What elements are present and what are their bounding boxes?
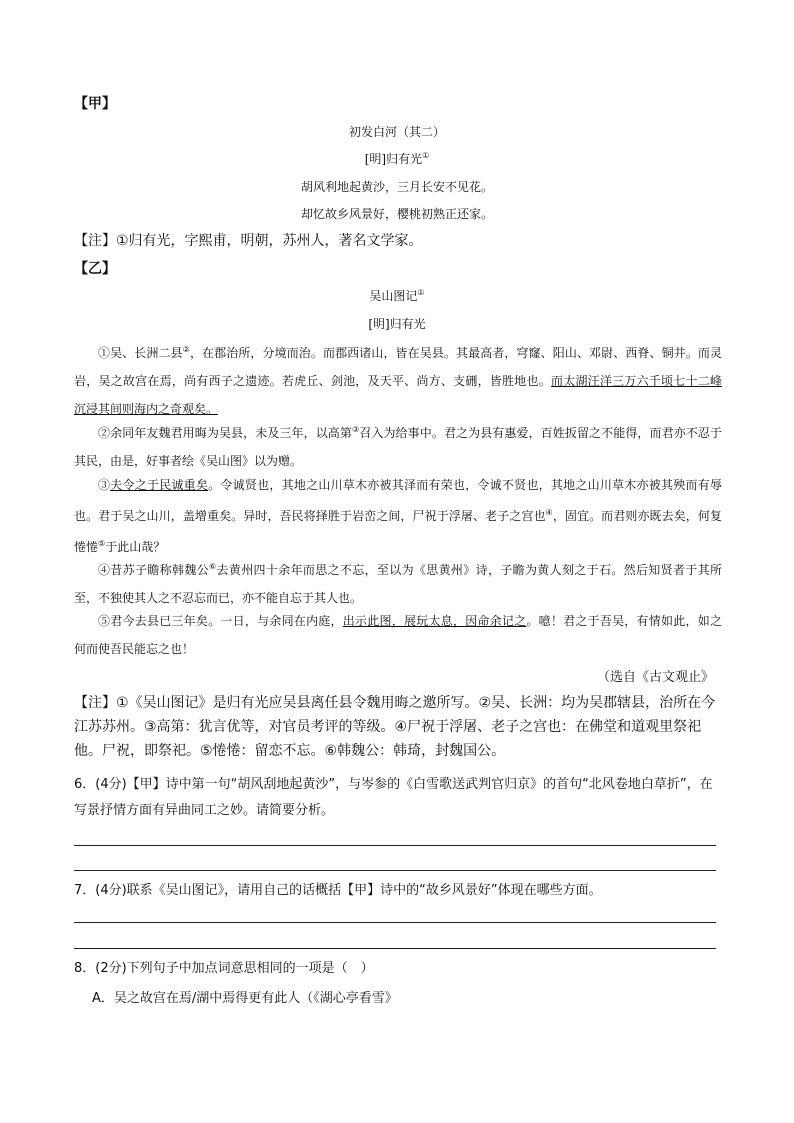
p3-num: ③ xyxy=(98,478,111,492)
p2-mark: ③ xyxy=(351,425,360,434)
p3-mark: ④ xyxy=(545,508,553,517)
p4-text-a: ④昔苏子瞻称韩魏公 xyxy=(98,563,210,577)
answer-line-6b[interactable] xyxy=(74,870,716,871)
question-6: 6．(4分)【甲】诗中第一句“胡风刮地起黄沙”，与岑参的《白雪歌送武判官归京》的首句“北风卷地白草折”，在写景抒情方面有异曲同工之妙。请简要分析。 xyxy=(74,777,713,818)
p2-text-a: ②余同年友魏君用晦为吴县，未及三年，以高第 xyxy=(98,426,352,440)
p1-text-b: ，在郡治所，分境而治。而郡西诸山，皆在吴县。其最高者，穹窿、阳山、邓尉、西脊、铜井。而灵岩，吴之故宫在焉，尚有西子之遗迹。若虎丘、剑池，及天平、尚方、支硎，皆胜地也。 xyxy=(74,346,723,388)
p4-text-b: 去黄州四十余年而思之不忘，至以为《思黄州》诗，子瞻为黄人刻之于石。然后知贤者于其所至，不独使其人之不忍忘而已，亦不能自忘于其人也。 xyxy=(74,563,722,605)
p5-text-a: ⑤君今去县已三年矣。一日，与余同在内庭， xyxy=(98,614,343,628)
p5-text-b: 。噫！君之于吾吴，有情如此，如之何而使吾民能忘之也！ xyxy=(74,614,722,656)
p3-mark-2: ⑤ xyxy=(98,539,106,548)
p3-underlined-sentence: 夫令之于民诚重矣 xyxy=(110,478,209,492)
poem-author-mark: ① xyxy=(422,151,430,160)
p3-text-c: ，固宜。而君则亦既去矣，何复惓惓 xyxy=(74,509,722,554)
p2-text-b: 召入为给事中。君之为县有惠爱，百姓扳留之不能得，而君亦不忍于其民，由是，好事者绘《吴山图》以为赠。 xyxy=(74,426,722,468)
essay-paragraph-3 xyxy=(74,471,722,561)
p5-underlined-sentence: 出示此图，展玩太息，因命余记之 xyxy=(342,614,527,628)
section-yi-label: 【乙】 xyxy=(74,261,116,277)
question-8-option-a[interactable]: A．吴之故宫在焉/湖中焉得更有此人（《湖心亭看雪》 xyxy=(92,991,398,1006)
p3-text-d: 于此山哉？ xyxy=(105,540,166,554)
poem-line-2: 却忆故乡风景好，樱桃初熟正还家。 xyxy=(300,207,493,221)
question-8: 8．(2分)下列句子中加点词意思相同的一项是（ ） xyxy=(74,961,374,976)
essay-title-mark: ① xyxy=(417,288,425,297)
answer-line-6a[interactable] xyxy=(74,845,716,846)
p1-underlined-sentence: 而太湖汪洋三万六千顷七十二峰沉浸其间则海内之奇观矣。 xyxy=(74,374,722,416)
essay-author: [明]归有光 xyxy=(368,317,426,331)
essay-paragraph-4 xyxy=(74,553,722,612)
essay-title xyxy=(0,287,794,304)
poem-author xyxy=(0,150,794,167)
essay-paragraph-2 xyxy=(74,416,722,475)
answer-line-7a[interactable] xyxy=(74,922,716,923)
essay-paragraph-1 xyxy=(74,336,722,423)
essay-note: 【注】①《吴山图记》是归有光应吴县离任县令魏用晦之邀所写。②吴、长洲：均为吴郡辖县，治所在今江苏苏州。③高第：犹言优等，对官员考评的等级。④尸祝于浮屠、老子之宫也：在佛堂和道观里祭祀他。尸祝，即祭祀。⑤惓惓：留恋不忘。⑥韩魏公：韩琦，封魏国公。 xyxy=(74,695,716,759)
question-7: 7．(4分)联系《吴山图记》，请用自己的话概括【甲】诗中的“故乡风景好”体现在哪些方面。 xyxy=(74,883,602,898)
essay-source: （选自《古文观止》 xyxy=(596,670,714,685)
poem-note: 【注】①归有光，字熙甫，明朝，苏州人，著名文学家。 xyxy=(74,233,423,249)
poem-title: 初发白河（其二） xyxy=(348,125,445,139)
section-jia-label: 【甲】 xyxy=(74,96,116,112)
p1-text-a: ①吴、长洲二县 xyxy=(98,346,183,360)
poem-author-name: [明]归有光 xyxy=(364,152,423,166)
p3-text-b: 。令诚贤也，其地之山川草木亦被其泽而有荣也，令诚不贤也，其地之山川草木亦被其殃而有辱也。君于吴之山川，盖增重矣。异时，吾民将择胜于岩峦之间，尸祝于浮屠、老子之宫也 xyxy=(74,478,722,523)
essay-paragraph-5 xyxy=(74,607,722,663)
essay-title-text: 吴山图记 xyxy=(369,289,418,303)
poem-line-1: 胡风利地起黄沙，三月长安不见花。 xyxy=(300,180,493,194)
p1-mark: ② xyxy=(182,345,190,354)
answer-line-7b[interactable] xyxy=(74,948,716,949)
p4-mark: ⑥ xyxy=(209,562,217,571)
